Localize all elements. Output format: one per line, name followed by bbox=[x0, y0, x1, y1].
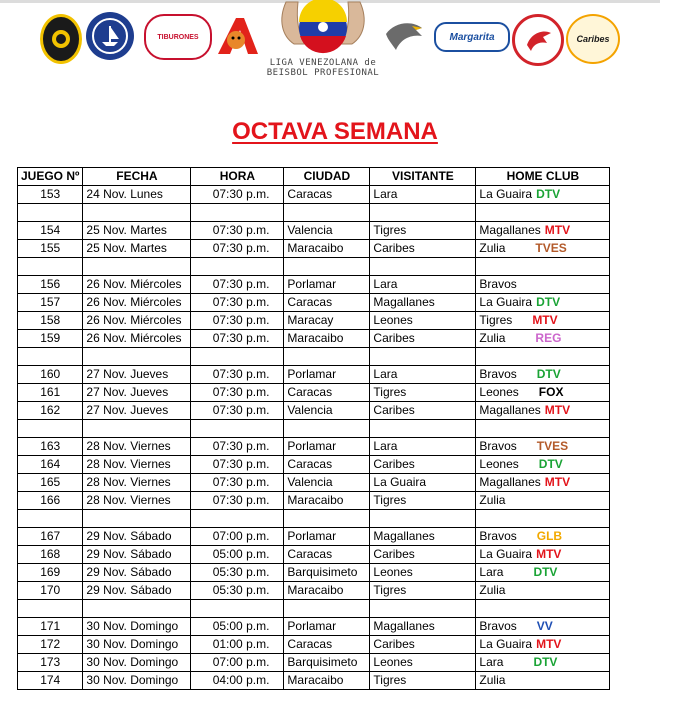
cell-ciudad: Caracas bbox=[284, 636, 370, 654]
cell-fecha: 30 Nov. Domingo bbox=[83, 672, 191, 690]
header-juego: JUEGO Nº bbox=[18, 168, 83, 186]
tv-network-badge: GLB bbox=[536, 529, 563, 543]
cell-visitante: Caribes bbox=[370, 330, 476, 348]
home-club-wrapper bbox=[479, 402, 606, 419]
home-club-wrapper bbox=[479, 672, 606, 689]
cell-ciudad: Maracaibo bbox=[284, 672, 370, 690]
cell-home-club bbox=[476, 582, 610, 600]
spacer-cell bbox=[18, 204, 83, 222]
cell-ciudad: Porlamar bbox=[284, 276, 370, 294]
cell-hora: 07:30 p.m. bbox=[191, 438, 284, 456]
cell-home-club bbox=[476, 672, 610, 690]
cell-juego: 172 bbox=[18, 636, 83, 654]
cell-fecha: 26 Nov. Miércoles bbox=[83, 330, 191, 348]
table-row bbox=[18, 618, 610, 636]
cell-home-club bbox=[476, 276, 610, 294]
spacer-cell bbox=[284, 510, 370, 528]
header-home-club: HOME CLUB bbox=[476, 168, 610, 186]
spacer-cell bbox=[476, 510, 610, 528]
spacer-cell bbox=[370, 510, 476, 528]
cell-visitante: La Guaira bbox=[370, 474, 476, 492]
cell-ciudad: Porlamar bbox=[284, 618, 370, 636]
tv-network-badge: VV bbox=[536, 619, 553, 633]
table-row bbox=[18, 294, 610, 312]
aguilas-logo-icon bbox=[382, 16, 430, 58]
cell-home-club bbox=[476, 402, 610, 420]
home-club-wrapper bbox=[479, 330, 606, 347]
spacer-cell bbox=[18, 258, 83, 276]
spacer-cell bbox=[476, 600, 610, 618]
cell-fecha: 27 Nov. Jueves bbox=[83, 402, 191, 420]
tv-network-badge: DTV bbox=[536, 187, 561, 201]
table-row bbox=[18, 636, 610, 654]
spacer-cell bbox=[191, 348, 284, 366]
cell-visitante: Tigres bbox=[370, 384, 476, 402]
spacer-cell bbox=[18, 510, 83, 528]
cell-fecha: 28 Nov. Viernes bbox=[83, 438, 191, 456]
tv-network-badge: MTV bbox=[544, 475, 571, 489]
cell-home-club bbox=[476, 564, 610, 582]
cell-hora: 07:30 p.m. bbox=[191, 366, 284, 384]
cell-home-club bbox=[476, 654, 610, 672]
table-row bbox=[18, 492, 610, 510]
tv-network-badge: REG bbox=[535, 331, 562, 345]
cell-home-club bbox=[476, 474, 610, 492]
home-club-wrapper bbox=[479, 276, 606, 293]
spacer-cell bbox=[370, 348, 476, 366]
spacer-cell bbox=[18, 420, 83, 438]
home-club-wrapper bbox=[479, 366, 606, 383]
spacer-cell bbox=[191, 510, 284, 528]
header-ciudad: CIUDAD bbox=[284, 168, 370, 186]
tiburones-logo-icon: TIBURONES bbox=[144, 14, 212, 60]
cell-juego: 163 bbox=[18, 438, 83, 456]
home-club-wrapper bbox=[479, 222, 606, 239]
cell-hora: 05:00 p.m. bbox=[191, 546, 284, 564]
cell-hora: 07:30 p.m. bbox=[191, 294, 284, 312]
home-club-name: Zulia bbox=[479, 583, 506, 597]
cell-fecha: 28 Nov. Viernes bbox=[83, 474, 191, 492]
tv-network-badge: DTV bbox=[538, 457, 563, 471]
tv-network-badge: DTV bbox=[533, 655, 558, 669]
cell-visitante: Caribes bbox=[370, 402, 476, 420]
cell-visitante: Tigres bbox=[370, 672, 476, 690]
table-row bbox=[18, 438, 610, 456]
spacer-row bbox=[18, 348, 610, 366]
table-row bbox=[18, 672, 610, 690]
cell-hora: 07:30 p.m. bbox=[191, 474, 284, 492]
home-club-wrapper bbox=[479, 618, 606, 635]
cell-hora: 04:00 p.m. bbox=[191, 672, 284, 690]
home-club-wrapper bbox=[479, 186, 606, 203]
cell-visitante: Lara bbox=[370, 276, 476, 294]
spacer-cell bbox=[191, 420, 284, 438]
cell-fecha: 25 Nov. Martes bbox=[83, 240, 191, 258]
table-row bbox=[18, 384, 610, 402]
league-logo-icon bbox=[268, 0, 378, 104]
tv-network-badge: FOX bbox=[538, 385, 564, 399]
spacer-cell bbox=[476, 420, 610, 438]
cell-fecha: 25 Nov. Martes bbox=[83, 222, 191, 240]
cell-home-club bbox=[476, 636, 610, 654]
cell-juego: 173 bbox=[18, 654, 83, 672]
cell-hora: 07:30 p.m. bbox=[191, 402, 284, 420]
cell-home-club bbox=[476, 492, 610, 510]
home-club-name: Lara bbox=[479, 655, 504, 669]
home-club-name: Leones bbox=[479, 385, 519, 399]
cell-home-club bbox=[476, 222, 610, 240]
home-club-name: Zulia bbox=[479, 331, 506, 345]
cell-juego: 170 bbox=[18, 582, 83, 600]
cell-hora: 07:30 p.m. bbox=[191, 240, 284, 258]
table-header-row bbox=[18, 168, 610, 186]
spacer-cell bbox=[476, 258, 610, 276]
spacer-cell bbox=[191, 258, 284, 276]
cell-fecha: 28 Nov. Viernes bbox=[83, 492, 191, 510]
cell-ciudad: Valencia bbox=[284, 222, 370, 240]
table-row bbox=[18, 402, 610, 420]
spacer-cell bbox=[370, 258, 476, 276]
tv-network-badge: DTV bbox=[536, 295, 561, 309]
cell-juego: 165 bbox=[18, 474, 83, 492]
home-club-wrapper bbox=[479, 528, 606, 545]
home-club-name: La Guaira bbox=[479, 637, 533, 651]
cell-home-club bbox=[476, 294, 610, 312]
spacer-row bbox=[18, 510, 610, 528]
home-club-wrapper bbox=[479, 492, 606, 509]
cell-visitante: Leones bbox=[370, 564, 476, 582]
cell-juego: 166 bbox=[18, 492, 83, 510]
home-club-name: Bravos bbox=[479, 439, 517, 453]
cell-fecha: 30 Nov. Domingo bbox=[83, 636, 191, 654]
cell-home-club bbox=[476, 618, 610, 636]
cell-ciudad: Maracaibo bbox=[284, 330, 370, 348]
cell-juego: 158 bbox=[18, 312, 83, 330]
table-row bbox=[18, 222, 610, 240]
tv-network-badge: MTV bbox=[536, 637, 562, 651]
cell-hora: 07:00 p.m. bbox=[191, 528, 284, 546]
cell-juego: 162 bbox=[18, 402, 83, 420]
spacer-cell bbox=[191, 204, 284, 222]
home-club-name: Tigres bbox=[479, 313, 513, 327]
spacer-cell bbox=[83, 348, 191, 366]
tigres-logo-icon bbox=[212, 14, 264, 58]
home-club-wrapper bbox=[479, 384, 606, 401]
navegantes-logo-icon bbox=[86, 12, 134, 60]
cell-hora: 01:00 p.m. bbox=[191, 636, 284, 654]
cell-ciudad: Caracas bbox=[284, 186, 370, 204]
spacer-cell bbox=[18, 600, 83, 618]
spacer-cell bbox=[284, 420, 370, 438]
cell-hora: 05:30 p.m. bbox=[191, 564, 284, 582]
cell-hora: 07:00 p.m. bbox=[191, 654, 284, 672]
cell-juego: 167 bbox=[18, 528, 83, 546]
cell-ciudad: Caracas bbox=[284, 456, 370, 474]
cell-hora: 07:30 p.m. bbox=[191, 276, 284, 294]
cell-juego: 155 bbox=[18, 240, 83, 258]
cell-visitante: Caribes bbox=[370, 240, 476, 258]
spacer-cell bbox=[284, 204, 370, 222]
cell-juego: 154 bbox=[18, 222, 83, 240]
home-club-name: Zulia bbox=[479, 493, 506, 507]
home-club-name: Lara bbox=[479, 565, 504, 579]
spacer-cell bbox=[83, 510, 191, 528]
cell-juego: 168 bbox=[18, 546, 83, 564]
home-club-name: Leones bbox=[479, 457, 519, 471]
cell-juego: 171 bbox=[18, 618, 83, 636]
home-club-name: Bravos bbox=[479, 367, 517, 381]
cell-fecha: 28 Nov. Viernes bbox=[83, 456, 191, 474]
cell-visitante: Tigres bbox=[370, 222, 476, 240]
home-club-wrapper bbox=[479, 294, 606, 311]
table-row bbox=[18, 276, 610, 294]
cell-ciudad: Caracas bbox=[284, 546, 370, 564]
cell-home-club bbox=[476, 384, 610, 402]
cell-visitante: Magallanes bbox=[370, 294, 476, 312]
spacer-cell bbox=[370, 420, 476, 438]
page-title: OCTAVA SEMANA bbox=[232, 118, 438, 145]
cell-home-club bbox=[476, 240, 610, 258]
cardenales-logo-icon bbox=[512, 14, 564, 66]
team-logos-banner bbox=[0, 0, 682, 108]
table-row bbox=[18, 564, 610, 582]
spacer-cell bbox=[284, 258, 370, 276]
cell-hora: 07:30 p.m. bbox=[191, 330, 284, 348]
cell-juego: 169 bbox=[18, 564, 83, 582]
cell-juego: 164 bbox=[18, 456, 83, 474]
cell-fecha: 29 Nov. Sábado bbox=[83, 546, 191, 564]
cell-fecha: 24 Nov. Lunes bbox=[83, 186, 191, 204]
cell-fecha: 26 Nov. Miércoles bbox=[83, 312, 191, 330]
tv-network-badge: MTV bbox=[532, 313, 558, 327]
tv-network-badge: DTV bbox=[536, 367, 561, 381]
cell-juego: 161 bbox=[18, 384, 83, 402]
caribes-logo-icon: Caribes bbox=[566, 14, 620, 64]
spacer-cell bbox=[83, 204, 191, 222]
cell-visitante: Caribes bbox=[370, 636, 476, 654]
cell-juego: 174 bbox=[18, 672, 83, 690]
cell-hora: 07:30 p.m. bbox=[191, 384, 284, 402]
cell-hora: 05:00 p.m. bbox=[191, 618, 284, 636]
cell-visitante: Lara bbox=[370, 186, 476, 204]
table-row bbox=[18, 528, 610, 546]
schedule-table bbox=[17, 167, 610, 690]
cell-visitante: Tigres bbox=[370, 582, 476, 600]
spacer-cell bbox=[83, 600, 191, 618]
home-club-name: Magallanes bbox=[479, 223, 541, 237]
spacer-cell bbox=[191, 600, 284, 618]
tv-network-badge: DTV bbox=[533, 565, 558, 579]
cell-ciudad: Maracay bbox=[284, 312, 370, 330]
spacer-row bbox=[18, 420, 610, 438]
cell-hora: 07:30 p.m. bbox=[191, 456, 284, 474]
home-club-name: Bravos bbox=[479, 277, 517, 291]
cell-fecha: 26 Nov. Miércoles bbox=[83, 294, 191, 312]
cell-home-club bbox=[476, 312, 610, 330]
cell-ciudad: Valencia bbox=[284, 402, 370, 420]
cell-fecha: 29 Nov. Sábado bbox=[83, 564, 191, 582]
cell-hora: 07:30 p.m. bbox=[191, 492, 284, 510]
spacer-cell bbox=[476, 204, 610, 222]
leones-logo-icon bbox=[40, 14, 82, 64]
cell-ciudad: Maracaibo bbox=[284, 582, 370, 600]
header-fecha: FECHA bbox=[83, 168, 191, 186]
margarita-logo-icon: Margarita bbox=[434, 22, 510, 52]
cell-fecha: 27 Nov. Jueves bbox=[83, 366, 191, 384]
home-club-wrapper bbox=[479, 582, 606, 599]
cell-ciudad: Maracaibo bbox=[284, 240, 370, 258]
home-club-name: La Guaira bbox=[479, 547, 533, 561]
table-row bbox=[18, 330, 610, 348]
cell-visitante: Magallanes bbox=[370, 618, 476, 636]
cell-ciudad: Caracas bbox=[284, 384, 370, 402]
cell-hora: 07:30 p.m. bbox=[191, 186, 284, 204]
cell-ciudad: Maracaibo bbox=[284, 492, 370, 510]
cell-juego: 159 bbox=[18, 330, 83, 348]
home-club-name: Magallanes bbox=[479, 475, 541, 489]
home-club-wrapper bbox=[479, 546, 606, 563]
cell-ciudad: Valencia bbox=[284, 474, 370, 492]
home-club-name: Bravos bbox=[479, 529, 517, 543]
table-row bbox=[18, 312, 610, 330]
home-club-wrapper bbox=[479, 312, 606, 329]
cell-home-club bbox=[476, 186, 610, 204]
cell-visitante: Caribes bbox=[370, 456, 476, 474]
cell-visitante: Tigres bbox=[370, 492, 476, 510]
table-row bbox=[18, 186, 610, 204]
cell-juego: 157 bbox=[18, 294, 83, 312]
spacer-row bbox=[18, 600, 610, 618]
home-club-wrapper bbox=[479, 474, 606, 491]
cell-home-club bbox=[476, 456, 610, 474]
home-club-wrapper bbox=[479, 654, 606, 671]
cell-hora: 05:30 p.m. bbox=[191, 582, 284, 600]
header-visitante: VISITANTE bbox=[370, 168, 476, 186]
cell-fecha: 29 Nov. Sábado bbox=[83, 528, 191, 546]
home-club-name: Zulia bbox=[479, 241, 506, 255]
table-row bbox=[18, 240, 610, 258]
spacer-cell bbox=[18, 348, 83, 366]
spacer-cell bbox=[370, 600, 476, 618]
header-hora: HORA bbox=[191, 168, 284, 186]
spacer-cell bbox=[476, 348, 610, 366]
cell-fecha: 27 Nov. Jueves bbox=[83, 384, 191, 402]
cell-visitante: Lara bbox=[370, 366, 476, 384]
cell-fecha: 26 Nov. Miércoles bbox=[83, 276, 191, 294]
home-club-wrapper bbox=[479, 636, 606, 653]
home-club-wrapper bbox=[479, 456, 606, 473]
home-club-name: Bravos bbox=[479, 619, 517, 633]
cell-juego: 160 bbox=[18, 366, 83, 384]
table-row bbox=[18, 456, 610, 474]
home-club-wrapper bbox=[479, 240, 606, 257]
cell-ciudad: Porlamar bbox=[284, 438, 370, 456]
cell-ciudad: Porlamar bbox=[284, 528, 370, 546]
tv-network-badge: MTV bbox=[536, 547, 562, 561]
spacer-cell bbox=[284, 348, 370, 366]
cell-ciudad: Caracas bbox=[284, 294, 370, 312]
cell-home-club bbox=[476, 528, 610, 546]
table-row bbox=[18, 366, 610, 384]
home-club-wrapper bbox=[479, 438, 606, 455]
cell-visitante: Leones bbox=[370, 654, 476, 672]
cell-hora: 07:30 p.m. bbox=[191, 222, 284, 240]
cell-fecha: 30 Nov. Domingo bbox=[83, 654, 191, 672]
cell-ciudad: Barquisimeto bbox=[284, 654, 370, 672]
home-club-wrapper bbox=[479, 564, 606, 581]
home-club-name: La Guaira bbox=[479, 295, 533, 309]
tv-network-badge: MTV bbox=[544, 403, 571, 417]
table-row bbox=[18, 474, 610, 492]
cell-hora: 07:30 p.m. bbox=[191, 312, 284, 330]
spacer-cell bbox=[370, 204, 476, 222]
cell-ciudad: Porlamar bbox=[284, 366, 370, 384]
cell-home-club bbox=[476, 330, 610, 348]
tv-network-badge: MTV bbox=[544, 223, 571, 237]
cell-visitante: Magallanes bbox=[370, 528, 476, 546]
cell-home-club bbox=[476, 438, 610, 456]
spacer-cell bbox=[83, 258, 191, 276]
cell-fecha: 29 Nov. Sábado bbox=[83, 582, 191, 600]
cell-visitante: Caribes bbox=[370, 546, 476, 564]
cell-visitante: Leones bbox=[370, 312, 476, 330]
spacer-row bbox=[18, 258, 610, 276]
table-row bbox=[18, 582, 610, 600]
cell-fecha: 30 Nov. Domingo bbox=[83, 618, 191, 636]
schedule-body bbox=[18, 186, 610, 690]
spacer-row bbox=[18, 204, 610, 222]
cell-juego: 153 bbox=[18, 186, 83, 204]
cell-juego: 156 bbox=[18, 276, 83, 294]
cell-visitante: Lara bbox=[370, 438, 476, 456]
spacer-cell bbox=[284, 600, 370, 618]
cell-ciudad: Barquisimeto bbox=[284, 564, 370, 582]
tv-network-badge: TVES bbox=[536, 439, 569, 453]
table-row bbox=[18, 546, 610, 564]
spacer-cell bbox=[83, 420, 191, 438]
tv-network-badge: TVES bbox=[535, 241, 567, 255]
cell-home-club bbox=[476, 366, 610, 384]
home-club-name: La Guaira bbox=[479, 187, 533, 201]
home-club-name: Zulia bbox=[479, 673, 506, 687]
league-name: LIGA VENEZOLANA de BEISBOL PROFESIONAL bbox=[266, 58, 380, 78]
home-club-name: Magallanes bbox=[479, 403, 541, 417]
table-row bbox=[18, 654, 610, 672]
cell-home-club bbox=[476, 546, 610, 564]
